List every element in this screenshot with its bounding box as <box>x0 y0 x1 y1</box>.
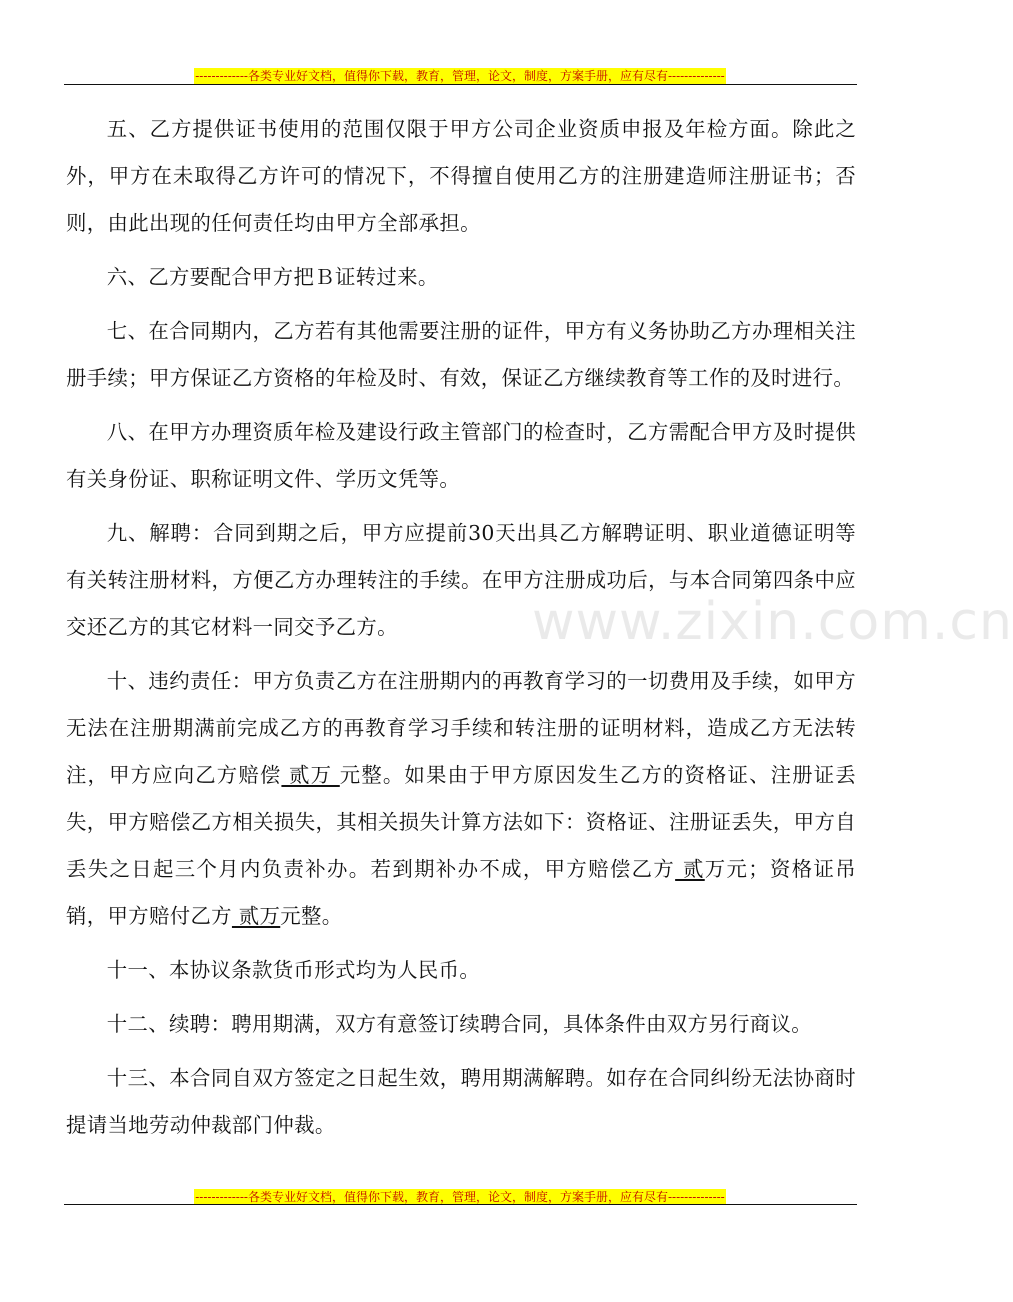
header-rule <box>64 84 857 85</box>
clause-13: 十三、本合同自双方签定之日起生效，聘用期满解聘。如存在合同纠纷无法协商时提请当地劳动仲裁部门仲裁。 <box>66 1066 856 1137</box>
compensation-amount-3: 贰万 <box>231 904 281 928</box>
watermark: www.zixin.com.cn <box>532 592 1013 652</box>
clause-7: 七、在合同期内，乙方若有其他需要注册的证件，甲方有义务协助乙方办理相关注册手续；甲方保证乙方资格的年检及时、有效，保证乙方继续教育等工作的及时进行。 <box>66 319 856 390</box>
footer-banner: -------------各类专业好文档，值得你下载，教育，管理，论文，制度，方案手册，应有尽有-------------- <box>195 1190 725 1204</box>
clause-10-text-3: 万元；资格证吊销，甲方赔付乙方 <box>66 857 857 928</box>
contract-body <box>66 106 856 1156</box>
header <box>0 65 920 84</box>
clause-10-text-4: 元整。 <box>280 904 343 928</box>
footer-rule <box>64 1204 857 1205</box>
clause-10-text-1: 十、违约责任：甲方负责乙方在注册期内的再教育学习的一切费用及手续，如甲方无法在注册期满前完成乙方的再教育学习手续和转注册的证明材料，造成乙方无法转注，甲方应向乙方赔偿 <box>66 669 856 787</box>
clause-9: 九、解聘：合同到期之后，甲方应提前30天出具乙方解聘证明、职业道德证明等有关转注册材料，方便乙方办理转注的手续。在甲方注册成功后，与本合同第四条中应交还乙方的其它材料一同交予乙方。 <box>66 521 856 639</box>
clause-8: 八、在甲方办理资质年检及建设行政主管部门的检查时，乙方需配合甲方及时提供有关身份证、职称证明文件、学历文凭等。 <box>66 420 856 491</box>
footer <box>0 1186 920 1205</box>
compensation-amount-2: 贰 <box>675 857 705 881</box>
clause-10 <box>66 658 856 940</box>
clause-5: 五、乙方提供证书使用的范围仅限于甲方公司企业资质申报及年检方面。除此之外，甲方在未取得乙方许可的情况下，不得擅自使用乙方的注册建造师注册证书；否则，由此出现的任何责任均由甲方全部承担。 <box>66 117 856 235</box>
clause-11: 十一、本协议条款货币形式均为人民币。 <box>106 958 481 982</box>
clause-12: 十二、续聘：聘用期满，双方有意签订续聘合同，具体条件由双方另行商议。 <box>106 1012 812 1036</box>
compensation-amount-1: 贰万 <box>281 763 340 787</box>
clause-6: 六、乙方要配合甲方把Ｂ证转过来。 <box>106 265 439 289</box>
header-banner: -------------各类专业好文档，值得你下载，教育，管理，论文，制度，方案手册，应有尽有-------------- <box>195 69 725 83</box>
clause-10-text-2: 元整。如果由于甲方原因发生乙方的资格证、注册证丢失，甲方赔偿乙方相关损失，其相关损失计算方法如下：资格证、注册证丢失，甲方自丢失之日起三个月内负责补办。若到期补办不成，甲方赔偿乙方 <box>66 763 856 881</box>
